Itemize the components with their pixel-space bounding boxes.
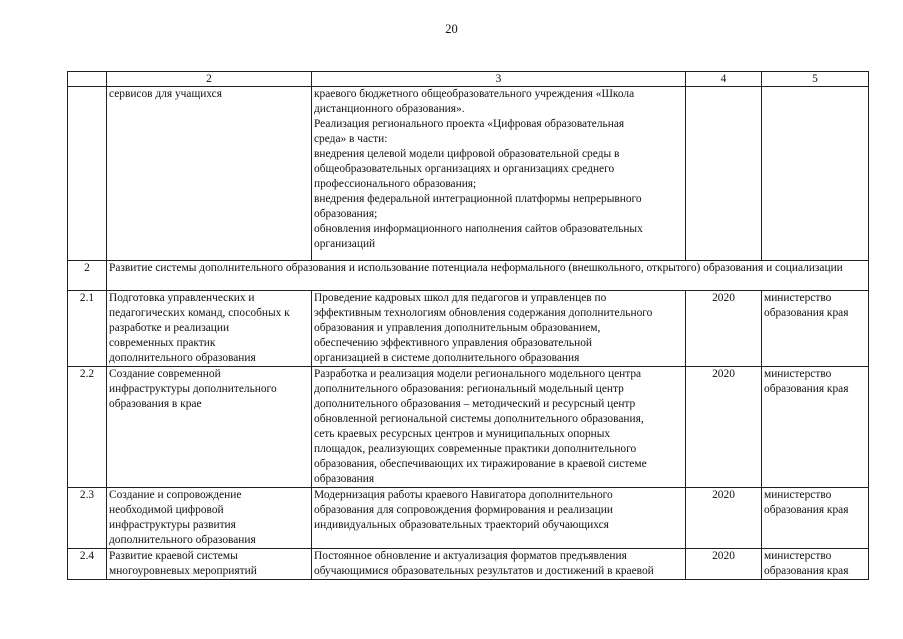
text-line: внедрения федеральной интеграционной платформы непрерывного — [314, 193, 642, 205]
text-line: дистанционного образования». — [314, 103, 465, 115]
page-number: 20 — [445, 22, 458, 36]
row-num: 2.2 — [68, 367, 107, 488]
header-col-2: 2 — [107, 72, 312, 87]
header-col-3: 3 — [312, 72, 686, 87]
row-year: 2020 — [686, 367, 762, 488]
text-line: обучающимися образовательных результатов и достижений в краевой — [314, 565, 654, 577]
text-line: образования — [314, 473, 375, 485]
row-name — [107, 291, 312, 367]
row-year: 2020 — [686, 488, 762, 549]
row-responsible — [762, 549, 869, 580]
text-line: Создание современной — [109, 368, 221, 380]
text-line: площадок, реализующих современные практики дополнительного — [314, 443, 637, 455]
text-line: инфраструктуры дополнительного — [109, 383, 277, 395]
text-line: Реализация регионального проекта «Цифровая образовательная — [314, 118, 625, 130]
text-line: профессионального образования; — [314, 178, 477, 190]
row-description — [312, 549, 686, 580]
text-line: педагогических команд, способных к — [109, 307, 290, 319]
continuation-name: сервисов для учащихся — [107, 87, 312, 261]
text-line: образования; — [314, 208, 378, 220]
continuation-description — [312, 87, 686, 261]
text-line: образования края — [764, 383, 849, 395]
text-line: обеспечению эффективного управления образовательной — [314, 337, 593, 349]
row-description — [312, 291, 686, 367]
continuation-year — [686, 87, 762, 261]
text-line: эффективным технологиям обновления содержания дополнительного — [314, 307, 653, 319]
text-line: образования в крае — [109, 398, 202, 410]
text-line: Постоянное обновление и актуализация форматов предъявления — [314, 550, 627, 562]
text-line: необходимой цифровой — [109, 504, 224, 516]
text-line: обновленной региональной системы дополнительного образования, — [314, 413, 644, 425]
continuation-row — [68, 87, 869, 261]
text-line: Модернизация работы краевого Навигатора дополнительного — [314, 489, 613, 501]
text-line: дополнительного образования – методический и ресурсный центр — [314, 398, 636, 410]
text-line: Подготовка управленческих и — [109, 292, 255, 304]
text-line: Развитие краевой системы — [109, 550, 238, 562]
text-line: краевого бюджетного общеобразовательного учреждения «Школа — [314, 88, 635, 100]
text-line: организаций — [314, 238, 376, 250]
row-name — [107, 549, 312, 580]
text-line: образования края — [764, 565, 849, 577]
header-col-4: 4 — [686, 72, 762, 87]
text-line: образования края — [764, 307, 849, 319]
row-year: 2020 — [686, 291, 762, 367]
text-line: внедрения целевой модели цифровой образовательной среды в — [314, 148, 620, 160]
text-line: современных практик — [109, 337, 216, 349]
row-year: 2020 — [686, 549, 762, 580]
text-line: разработке и реализации — [109, 322, 230, 334]
row-description — [312, 488, 686, 549]
section-row — [68, 261, 869, 291]
text-line: министерство — [764, 550, 832, 562]
continuation-responsible — [762, 87, 869, 261]
plan-table — [67, 71, 869, 580]
text-line: Проведение кадровых школ для педагогов и управленцев по — [314, 292, 607, 304]
text-line: общеобразовательных организациях и организациях среднего — [314, 163, 615, 175]
continuation-num — [68, 87, 107, 261]
text-line: Создание и сопровождение — [109, 489, 242, 501]
text-line: индивидуальных образовательных траекторий обучающихся — [314, 519, 609, 531]
text-line: дополнительного образования — [109, 352, 256, 364]
header-row — [68, 72, 869, 87]
text-line: дополнительного образования — [109, 534, 256, 546]
text-line: образования для сопровождения формирования и реализации — [314, 504, 613, 516]
text-line: министерство — [764, 489, 832, 501]
text-line: среда» в части: — [314, 133, 388, 145]
row-description — [312, 367, 686, 488]
section-title: Развитие системы дополнительного образования и использование потенциала неформального (внешкольного, открытого) образования и социализации — [107, 261, 869, 291]
text-line: обновления информационного наполнения сайтов образовательных — [314, 223, 643, 235]
table-row — [68, 488, 869, 549]
header-col-1 — [68, 72, 107, 87]
text-line: образования края — [764, 504, 849, 516]
text-line: Разработка и реализация модели регионального модельного центра — [314, 368, 642, 380]
table-row — [68, 367, 869, 488]
row-responsible — [762, 291, 869, 367]
text-line: образования и управления дополнительным образованием, — [314, 322, 601, 334]
row-num: 2.4 — [68, 549, 107, 580]
text-line: многоуровневых мероприятий — [109, 565, 257, 577]
text-line: организацией в системе дополнительного образования — [314, 352, 580, 364]
table-row — [68, 549, 869, 580]
text-line: сеть краевых ресурсных центров и муниципальных опорных — [314, 428, 611, 440]
row-name — [107, 488, 312, 549]
row-num: 2.3 — [68, 488, 107, 549]
row-num: 2.1 — [68, 291, 107, 367]
row-responsible — [762, 367, 869, 488]
text-line: образования, обеспечивающих их тиражирование в краевой системе — [314, 458, 647, 470]
text-line: министерство — [764, 292, 832, 304]
row-responsible — [762, 488, 869, 549]
table-row — [68, 291, 869, 367]
text-line: инфраструктуры развития — [109, 519, 236, 531]
row-name — [107, 367, 312, 488]
section-num: 2 — [68, 261, 107, 291]
text-line: министерство — [764, 368, 832, 380]
text-line: дополнительного образования: региональный модельный центр — [314, 383, 624, 395]
header-col-5: 5 — [762, 72, 869, 87]
